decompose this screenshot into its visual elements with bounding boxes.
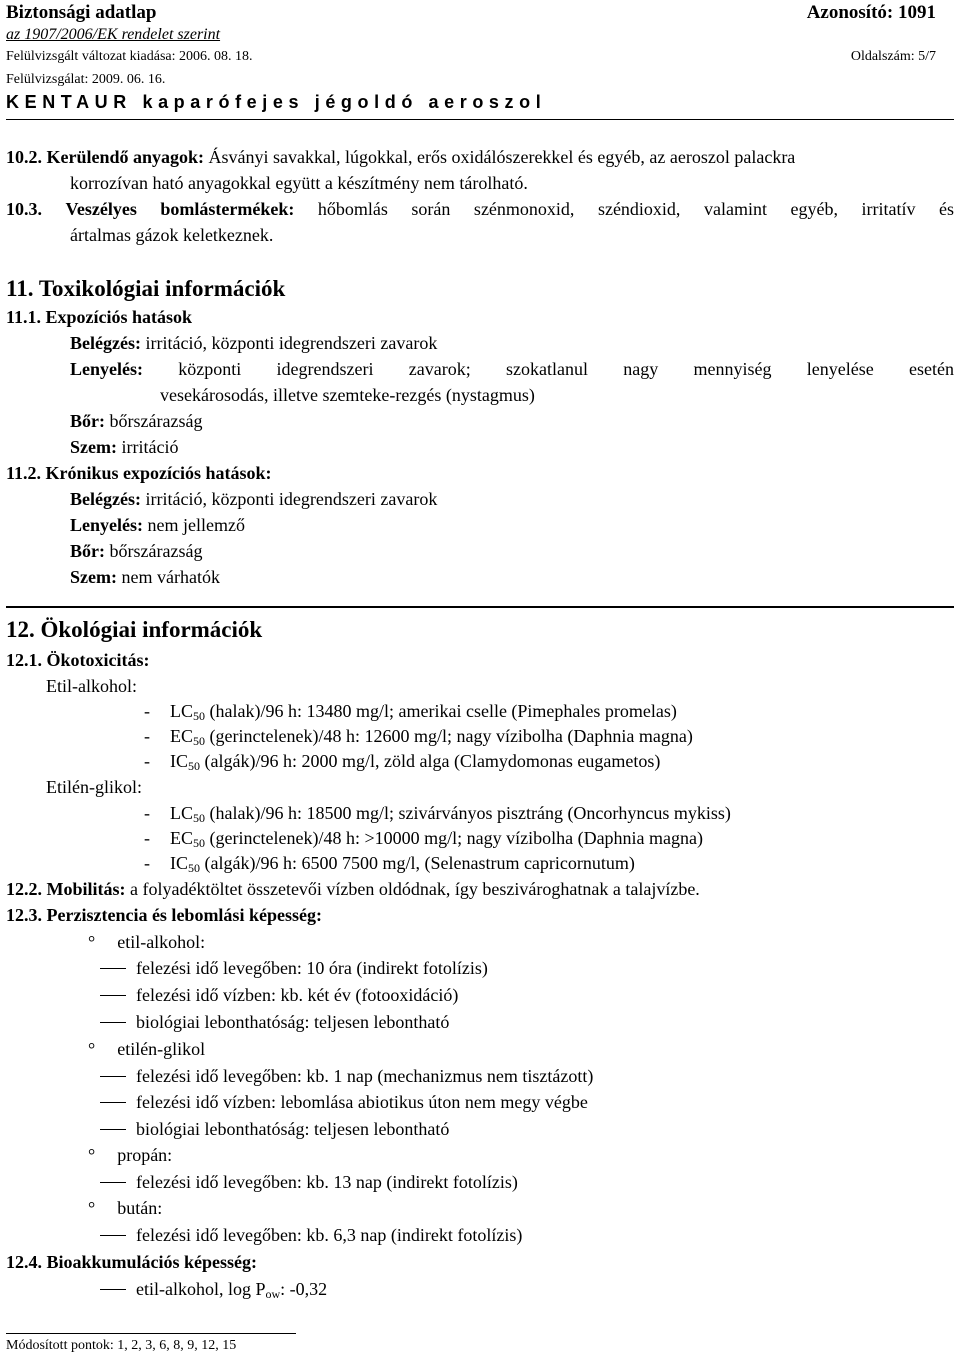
metric: EC: [170, 828, 194, 848]
eye-label: Szem:: [70, 437, 117, 457]
section-11-heading: 11. Toxikológiai információk: [6, 276, 286, 301]
degradation-text: felezési idő levegőben: 10 óra (indirekt fotolízis): [136, 958, 488, 978]
degradation-item: [100, 1169, 518, 1195]
section-11-1-title: 11.1. Expozíciós hatások: [6, 307, 193, 327]
degradation-item: [100, 1222, 522, 1248]
ingestion-row: [70, 356, 954, 382]
chronic-ingestion-row: [70, 512, 245, 538]
degradation-text: felezési idő levegőben: kb. 6,3 nap (indirekt fotolízis): [136, 1225, 523, 1245]
skin-row: [70, 408, 202, 434]
document-id: Azonosító: 1091: [806, 2, 936, 23]
degradation-item: [100, 1089, 588, 1115]
chronic-skin-row: [70, 538, 202, 564]
section-11-2-title: 11.2. Krónikus expozíciós hatások:: [6, 463, 272, 483]
value: (algák)/96 h: 2000 mg/l, zöld alga (Clamydomonas eugametos): [200, 751, 661, 771]
inhalation-value: irritáció, központi idegrendszeri zavarok: [145, 489, 438, 509]
ethanol-label: Etil-alkohol:: [46, 676, 137, 696]
footer-divider: [6, 1333, 296, 1334]
degradation-group-propane: [88, 1142, 172, 1168]
dash: -: [144, 726, 150, 746]
page-number: Oldalszám: 5/7: [850, 49, 936, 64]
revision-date: Felülvizsgálat: 2009. 06. 16.: [6, 72, 166, 87]
inhalation-row: [70, 330, 437, 356]
degradation-item: [100, 955, 488, 981]
dash: -: [144, 828, 150, 848]
metric: IC: [170, 853, 188, 873]
degree-bullet: °: [88, 1198, 96, 1218]
glycol-label: Etilén-glikol:: [46, 777, 142, 797]
skin-label: Bőr:: [70, 541, 105, 561]
revision-issue: Felülvizsgált változat kiadása: 2006. 08. 18.: [6, 49, 253, 64]
toxicity-item: [144, 748, 660, 779]
degree-bullet: °: [88, 932, 96, 952]
substance-label: bután:: [117, 1198, 163, 1218]
degradation-text: felezési idő vízben: lebomlása abiotikus úton nem megy végbe: [136, 1092, 588, 1112]
ingestion-value: nem jellemző: [147, 515, 245, 535]
modified-points: Módosított pontok: 1, 2, 3, 6, 8, 9, 12, 15: [6, 1338, 237, 1353]
em-dash: [100, 1182, 126, 1183]
dash: -: [144, 701, 150, 721]
bioaccumulation-item: [100, 1276, 327, 1307]
degree-bullet: °: [88, 1145, 96, 1165]
document-title: Biztonsági adatlap: [6, 2, 157, 23]
chronic-inhalation-row: [70, 486, 437, 512]
value: (algák)/96 h: 6500 7500 mg/l, (Selenastrum capricornutum): [200, 853, 635, 873]
degradation-group-butane: [88, 1195, 162, 1221]
degradation-item: [100, 1116, 449, 1142]
section-10-2: [6, 144, 795, 170]
inhalation-value: irritáció, központi idegrendszeri zavarok: [145, 333, 438, 353]
metric-sub: 50: [188, 759, 200, 773]
ingestion-label: Lenyelés:: [70, 359, 143, 379]
metric-sub: 50: [193, 734, 206, 748]
degradation-text: biológiai lebonthatóság: teljesen lebontható: [136, 1119, 450, 1139]
eye-label: Szem:: [70, 567, 117, 587]
bio-sub: ow: [265, 1287, 281, 1301]
section-10-3-cont: ártalmas gázok keletkeznek.: [70, 225, 274, 245]
section-number: 10.2.: [6, 147, 42, 167]
product-name: KENTAUR kaparófejes jégoldó aeroszol: [6, 92, 547, 112]
dash: -: [144, 803, 150, 823]
degradation-text: felezési idő levegőben: kb. 13 nap (indirekt fotolízis): [136, 1172, 518, 1192]
section-divider: [6, 606, 954, 608]
em-dash: [100, 1076, 126, 1077]
degree-bullet: °: [88, 1039, 96, 1059]
section-label: Veszélyes bomlástermékek:: [65, 199, 295, 219]
section-10-3: [6, 196, 954, 222]
chronic-eye-row: [70, 564, 220, 590]
em-dash: [100, 1022, 126, 1023]
dash: -: [144, 751, 150, 771]
section-number: 12.2.: [6, 879, 42, 899]
inhalation-label: Belégzés:: [70, 333, 141, 353]
em-dash: [100, 1102, 126, 1103]
metric-sub: 50: [193, 709, 206, 723]
section-12-3-title: 12.3. Perzisztencia és lebomlási képesség:: [6, 905, 322, 925]
degradation-item: [100, 1063, 593, 1089]
section-text: Ásványi savakkal, lúgokkal, erős oxidálószerekkel és egyéb, az aeroszol palackra: [208, 147, 796, 167]
section-12-2: [6, 876, 700, 902]
section-10-2-cont: korrozívan ható anyagokkal együtt a készítmény nem tárolható.: [70, 173, 528, 193]
em-dash: [100, 1289, 126, 1290]
bio-value: : -0,32: [280, 1279, 328, 1299]
metric: EC: [170, 726, 194, 746]
em-dash: [100, 995, 126, 996]
degradation-group-glycol: [88, 1036, 205, 1062]
metric: LC: [170, 701, 194, 721]
eye-row: [70, 434, 178, 460]
degradation-group-ethanol: [88, 929, 205, 955]
section-label: Mobilitás:: [46, 879, 126, 899]
value: (gerinctelenek)/48 h: >10000 mg/l; nagy vízibolha (Daphnia magna): [205, 828, 704, 848]
section-12-4-title: 12.4. Bioakkumulációs képesség:: [6, 1252, 258, 1272]
skin-value: bőrszárazság: [109, 411, 203, 431]
ingestion-row-cont: vesekárosodás, illetve szemteke-rezgés (nystagmus): [160, 385, 535, 405]
substance-label: propán:: [117, 1145, 173, 1165]
regulation-reference: az 1907/2006/EK rendelet szerint: [6, 26, 221, 43]
section-text: a folyadéktöltet összetevői vízben oldódnak, így beszivároghatnak a talajvízbe.: [130, 879, 700, 899]
metric-sub: 50: [188, 861, 200, 875]
inhalation-label: Belégzés:: [70, 489, 141, 509]
value: (gerinctelenek)/48 h: 12600 mg/l; nagy vízibolha (Daphnia magna): [205, 726, 693, 746]
metric-sub: 50: [193, 811, 206, 825]
degradation-item: [100, 1009, 449, 1035]
value: (halak)/96 h: 13480 mg/l; amerikai cselle (Pimephales promelas): [205, 701, 677, 721]
skin-label: Bőr:: [70, 411, 105, 431]
em-dash: [100, 1129, 126, 1130]
section-12-1-title: 12.1. Ökotoxicitás:: [6, 650, 150, 670]
metric: LC: [170, 803, 194, 823]
degradation-text: biológiai lebonthatóság: teljesen lebontható: [136, 1012, 450, 1032]
section-label: Kerülendő anyagok:: [46, 147, 205, 167]
metric-sub: 50: [193, 836, 206, 850]
substance-label: etilén-glikol: [117, 1039, 206, 1059]
degradation-item: [100, 982, 458, 1008]
substance-label: etil-alkohol:: [117, 932, 206, 952]
eye-value: nem várhatók: [121, 567, 220, 587]
em-dash: [100, 1235, 126, 1236]
eye-value: irritáció: [121, 437, 179, 457]
em-dash: [100, 968, 126, 969]
skin-value: bőrszárazság: [109, 541, 203, 561]
bio-text: etil-alkohol, log P: [136, 1279, 266, 1299]
ingestion-value: központi idegrendszeri zavarok; szokatlanul nagy mennyiség lenyelése esetén: [178, 359, 955, 379]
dash: -: [144, 853, 150, 873]
degradation-text: felezési idő vízben: kb. két év (fotooxidáció): [136, 985, 459, 1005]
degradation-text: felezési idő levegőben: kb. 1 nap (mechanizmus nem tisztázott): [136, 1066, 594, 1086]
metric: IC: [170, 751, 188, 771]
section-text: hőbomlás során szénmonoxid, széndioxid, valamint egyéb, irritatív és: [317, 199, 954, 219]
value: (halak)/96 h: 18500 mg/l; szivárványos pisztráng (Oncorhyncus mykiss): [205, 803, 731, 823]
section-number: 10.3.: [6, 199, 42, 219]
section-12-heading: 12. Ökológiai információk: [6, 617, 263, 642]
ingestion-label: Lenyelés:: [70, 515, 143, 535]
header-divider: [6, 119, 954, 120]
